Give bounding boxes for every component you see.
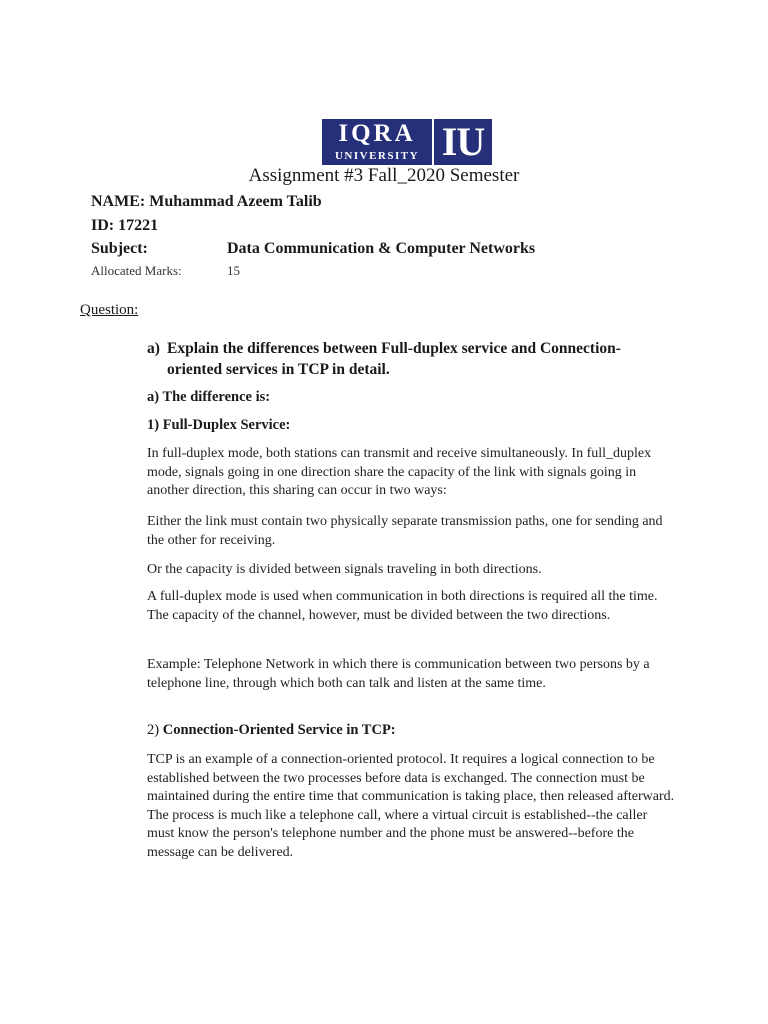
paragraph-full-duplex-intro: In full-duplex mode, both stations can transmit and receive simultaneously. In full_duplex mode, signals going in one direction share the capacity of the link with signals going in another direction, this sharing can occur in two ways: bbox=[147, 446, 652, 498]
question-item bbox=[147, 338, 667, 380]
question-heading: Question: bbox=[80, 302, 139, 318]
paragraph-separate-paths: Either the link must contain two physically separate transmission paths, one for sending and the other for receiving. bbox=[147, 514, 663, 548]
answer-intro: a) The difference is: bbox=[147, 389, 271, 405]
logo-block bbox=[322, 119, 432, 165]
question-text: Explain the differences between Full-duplex service and Connection-oriented services in TCP in detail. bbox=[167, 340, 621, 378]
logo-iu-block bbox=[434, 119, 492, 165]
logo-iu-text: IU bbox=[441, 119, 485, 164]
connection-oriented-heading bbox=[147, 722, 396, 739]
paragraph-example: Example: Telephone Network in which there is communication between two persons by a telephone line, through which both can talk and listen at the same time. bbox=[147, 657, 650, 691]
connection-oriented-number: 2) bbox=[147, 722, 160, 738]
paragraph-capacity-divided: Or the capacity is divided between signals traveling in both directions. bbox=[147, 562, 542, 577]
document-title: Assignment #3 Fall_2020 Semester bbox=[248, 165, 520, 186]
logo-iqra-text: IQRA bbox=[338, 120, 416, 147]
connection-oriented-title: Connection-Oriented Service in TCP: bbox=[162, 722, 396, 738]
question-marker: a) bbox=[147, 340, 160, 357]
marks-value: 15 bbox=[227, 263, 240, 278]
student-name: NAME: Muhammad Azeem Talib bbox=[91, 193, 322, 210]
subject-value: Data Communication & Computer Networks bbox=[227, 240, 536, 257]
logo-university-text: UNIVERSITY bbox=[334, 150, 420, 162]
full-duplex-heading: 1) Full-Duplex Service: bbox=[147, 417, 291, 433]
marks-label: Allocated Marks: bbox=[91, 263, 182, 278]
paragraph-full-duplex-usage: A full-duplex mode is used when communication in both directions is required all the time. The capacity of the channel, however, must be divided between the two directions. bbox=[147, 589, 658, 623]
subject-label: Subject: bbox=[91, 240, 148, 257]
student-id: ID: 17221 bbox=[91, 217, 159, 234]
university-logo bbox=[322, 119, 492, 165]
paragraph-tcp-connection: TCP is an example of a connection-oriented protocol. It requires a logical connection to be established between the two processes before data is exchanged. The connection must be maintained during the entire time that communication is taking place, then released afterward. The process is much like a telephone call, where a virtual circuit is established--the caller must know the person's telephone number and the phone must be answered--before the message can be delivered. bbox=[147, 752, 675, 860]
